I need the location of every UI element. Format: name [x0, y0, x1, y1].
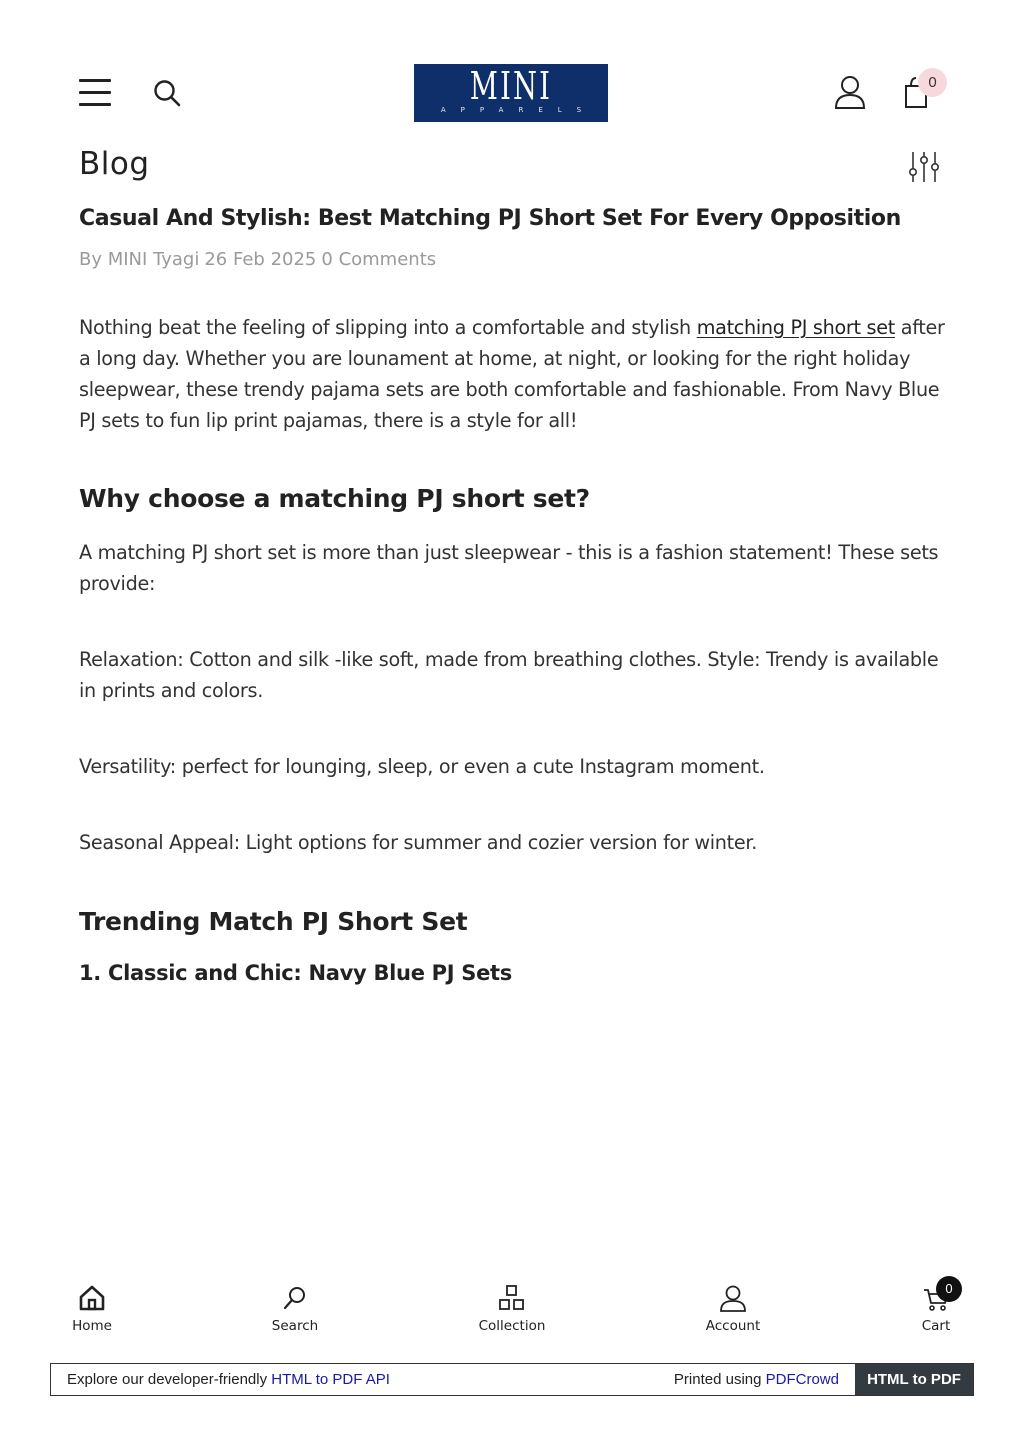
search-icon[interactable] [152, 78, 182, 108]
logo-subtext: APPARELS [440, 106, 597, 114]
user-icon[interactable] [832, 74, 868, 110]
intro-text-before: Nothing beat the feeling of slipping into a comfortable and stylish [79, 316, 697, 339]
nav-account-label: Account [705, 1318, 761, 1334]
html-to-pdf-button[interactable]: HTML to PDF [855, 1364, 973, 1395]
hamburger-menu-icon[interactable] [79, 79, 111, 105]
article-title: Casual And Stylish: Best Matching PJ Short Set For Every Opposition [79, 206, 901, 231]
article-intro [79, 312, 949, 436]
cart-count-badge: 0 [918, 68, 947, 97]
banner-left-text [67, 1364, 390, 1395]
banner-printed-text: Printed using [673, 1371, 766, 1388]
intro-text-after: after a long day. Whether you are lounament at home, at night, or looking for the right holiday sleepwear, these trendy pajama sets are both comfortable and fashionable. From Navy Blue PJ sets to fun lip print pajamas, there is a style for all! [79, 316, 945, 432]
user-icon [719, 1284, 747, 1312]
article-comments-link[interactable]: 0 Comments [321, 249, 437, 270]
section-lead: A matching PJ short set is more than just sleepwear - this is a fashion statement! These sets provide: [79, 541, 939, 595]
sliders-icon[interactable] [906, 150, 942, 184]
search-icon [281, 1284, 309, 1312]
article-meta [79, 247, 441, 273]
page-title: Blog [79, 146, 150, 182]
pdfcrowd-banner [50, 1363, 974, 1396]
home-icon [78, 1284, 106, 1312]
banner-right-text [674, 1364, 839, 1395]
article-date: 26 Feb 2025 [204, 249, 317, 270]
benefit-item: Seasonal Appeal: Light options for summer and cozier version for winter. [79, 831, 758, 854]
nav-collection-label: Collection [478, 1318, 546, 1334]
pdfcrowd-link[interactable]: PDFCrowd [765, 1371, 839, 1388]
matching-pj-link[interactable]: matching PJ short set [696, 316, 895, 339]
section-heading-trending: Trending Match PJ Short Set [79, 907, 468, 936]
nav-search-label: Search [271, 1318, 319, 1334]
nav-collection[interactable] [472, 1276, 552, 1342]
nav-cart-label: Cart [921, 1318, 951, 1334]
banner-explore-text: Explore our developer-friendly [67, 1371, 272, 1388]
nav-home-label: Home [72, 1318, 112, 1334]
grid-icon [498, 1284, 526, 1312]
brand-logo[interactable] [414, 64, 608, 122]
nav-home[interactable] [62, 1276, 122, 1342]
benefit-item: Versatility: perfect for lounging, sleep, or even a cute Instagram moment. [79, 755, 765, 778]
nav-cart-badge: 0 [936, 1276, 962, 1302]
benefit-item: Relaxation: Cotton and silk -like soft, made from breathing clothes. Style: Trendy is available in prints and colors. [79, 648, 939, 702]
nav-account[interactable] [700, 1276, 766, 1342]
logo-wordmark: MINI [469, 64, 553, 108]
site-header [0, 0, 1024, 140]
html-to-pdf-api-link[interactable]: HTML to PDF API [271, 1371, 390, 1388]
subsection-heading-navy: 1. Classic and Chic: Navy Blue PJ Sets [79, 961, 512, 985]
section-heading-why: Why choose a matching PJ short set? [79, 484, 590, 513]
nav-search[interactable] [265, 1276, 325, 1342]
article-author: By MINI Tyagi [79, 249, 200, 270]
bottom-navigation [0, 1276, 1024, 1346]
